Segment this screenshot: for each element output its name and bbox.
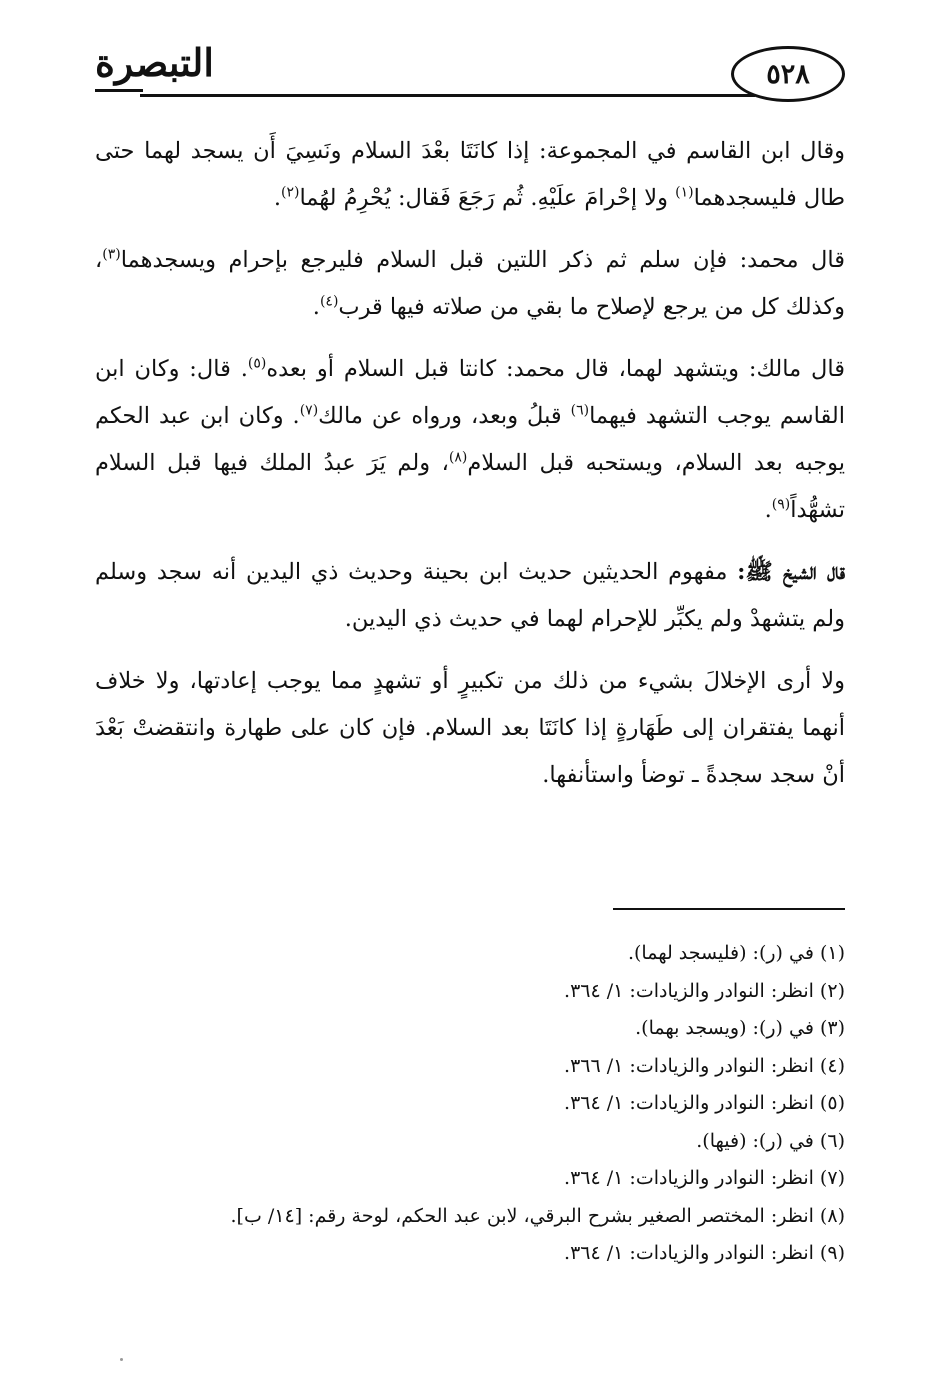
footnote-item: (٦) في (ر): (فيها). xyxy=(696,1129,845,1152)
text-run: . وكان ابن عبد الحكم يوجبه بعد السلام، ويستحبه قبل السلام xyxy=(95,403,845,476)
text-run: ، وكذلك كل من يرجع لإصلاح ما بقي من صلاته فيها قرب xyxy=(95,247,845,320)
footnote-item: (٨) انظر: المختصر الصغير بشرح البرقي، لابن عبد الحكم، لوحة رقم: [١٤/ ب]. xyxy=(230,1204,845,1227)
text-run: ولا أرى الإخلالَ بشيء من ذلك من تكبيرٍ أو تشهدٍ مما يوجب إعادتها، ولا خلاف أنهما يفتقران إلى طَهَارةٍ إذا كانَتَا بعد السلام. فإن كان على طهارة وانتقضتْ بَعْدَ أنْ سجد سجدةً ـ توضأ واستأنفها. xyxy=(95,668,845,788)
body-paragraph xyxy=(95,237,845,331)
body-paragraph xyxy=(95,658,845,799)
footnote-marker: (٥) xyxy=(247,355,267,372)
text-run: قال محمد: فإن سلم ثم ذكر اللتين قبل السلام فليرجع بإحرام ويسجدهما xyxy=(120,247,845,273)
text-run: قال مالك: ويتشهد لهما، قال محمد: كانتا قبل السلام أو بعده xyxy=(266,356,846,382)
footnote-separator xyxy=(613,908,845,910)
footnote-item: (٥) انظر: النوادر والزيادات: ١/ ٣٦٤. xyxy=(564,1092,845,1114)
footnote-item: (٤) انظر: النوادر والزيادات: ١/ ٣٦٦. xyxy=(564,1054,845,1077)
footnote-marker: (٨) xyxy=(448,449,468,466)
footnote-item: (٢) انظر: النوادر والزيادات: ١/ ٣٦٤. xyxy=(564,979,845,1002)
header-rule-end xyxy=(95,89,143,100)
text-run: . xyxy=(312,294,320,320)
footnote-marker: (٩) xyxy=(771,496,791,513)
footnote-marker: (٤) xyxy=(319,293,339,310)
scan-speck xyxy=(120,1358,123,1361)
body-paragraph xyxy=(95,549,845,643)
text-run: . xyxy=(273,185,281,211)
header-rule xyxy=(140,94,755,97)
footnote-item: (١) في (ر): (فليسجد لهما). xyxy=(627,942,845,964)
page-number: ٥٢٨ xyxy=(766,58,810,90)
text-run: مفهوم الحديثين حديث ابن بحينة وحديث ذي اليدين أنه سجد وسلم ولم يتشهدْ ولم يكبِّر للإحرام لهما في حديث ذي اليدين. xyxy=(95,559,845,632)
main-text xyxy=(95,128,845,814)
body-paragraph xyxy=(95,346,845,534)
footnote-item: (٩) انظر: النوادر والزيادات: ١/ ٣٦٤. xyxy=(564,1242,845,1264)
text-run: قبلُ وبعد، ورواه عن مالك xyxy=(318,403,571,429)
footnote-marker: (٧) xyxy=(299,402,319,419)
text-run: . xyxy=(764,497,772,523)
footnote-marker: (١) xyxy=(675,184,694,201)
text-run: ، ولم يَرَ عبدُ الملك فيها قبل السلام تشهُّداً xyxy=(95,450,845,523)
footnote-item: (٧) انظر: النوادر والزيادات: ١/ ٣٦٤. xyxy=(564,1167,845,1189)
book-title: التبصرة xyxy=(95,40,214,85)
footnote-marker: (٣) xyxy=(102,246,121,263)
footnote-marker: (٢) xyxy=(280,184,300,201)
text-run: ولا إحْرامَ علَيْهِ. ثُم رَجَعَ فَقال: يُحْرِمُ لهُما xyxy=(299,185,676,211)
body-paragraph xyxy=(95,128,845,222)
footnote-item: (٣) في (ر): (ويسجد بهما). xyxy=(635,1017,845,1039)
footnote-marker: (٦) xyxy=(570,402,590,419)
speaker-label: قال الشيخ ﷺ: xyxy=(737,559,845,585)
text-run: . قال: وكان ابن القاسم يوجب التشهد فيهما xyxy=(95,356,845,429)
footnotes xyxy=(95,935,845,1273)
text-run: وقال ابن القاسم في المجموعة: إذا كانَتَا بعْدَ السلام ونَسِيَ أَن يسجد لهما حتى طال فليسجدهما xyxy=(95,138,845,211)
